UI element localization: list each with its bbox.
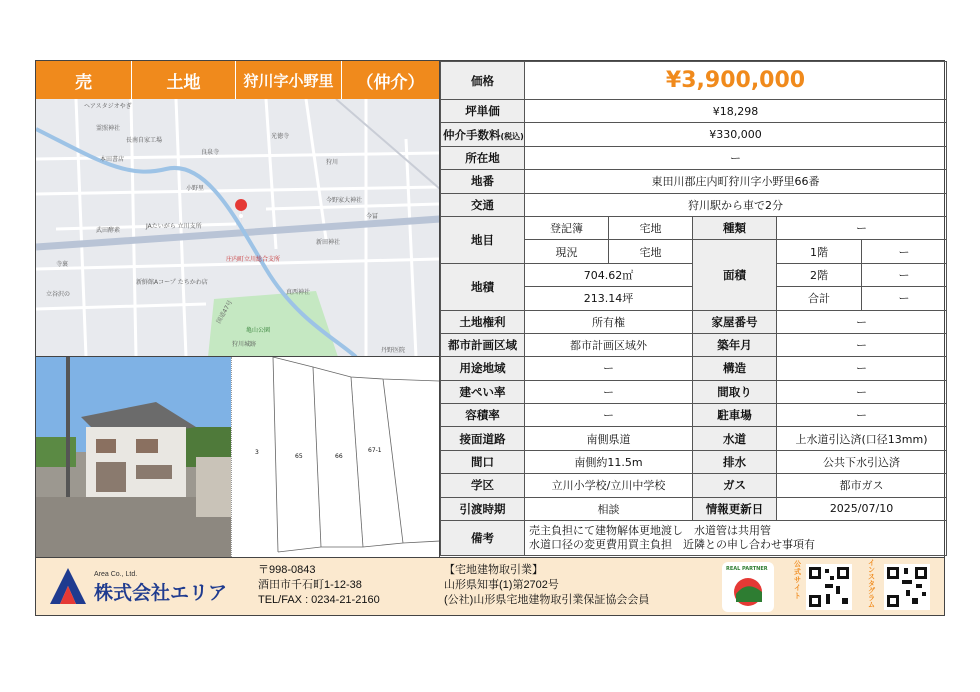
qr2-label: インスタグラム	[868, 559, 875, 609]
license-title: 【宅地建物取引業】	[444, 564, 543, 576]
company-address: 酒田市千石町1-12-38	[258, 579, 362, 591]
map-label: 狩川	[326, 159, 339, 166]
map-label: 霊照神社	[96, 125, 121, 132]
map-label: 丹野医院	[381, 347, 406, 354]
houseno-value: ー	[777, 310, 947, 333]
license-number: 山形県知事(1)第2702号	[444, 579, 559, 591]
built-value: ー	[777, 333, 947, 356]
total-value: ー	[862, 287, 947, 310]
company-en: Area Co., Ltd.	[94, 571, 138, 578]
remarks-value	[525, 521, 947, 556]
map-label: 真西神社	[286, 289, 311, 296]
updated-value: 2025/07/10	[777, 497, 947, 520]
frontage-label: 間口	[441, 450, 525, 473]
property-photo	[36, 357, 232, 557]
qr1-label: 公式サイト	[794, 560, 801, 600]
houseno-label: 家屋番号	[693, 310, 777, 333]
road-value: 南側県道	[525, 427, 693, 450]
map-label: 立谷沢の	[46, 291, 71, 298]
header-deal: （仲介）	[342, 61, 440, 99]
map-label: 良泉寺	[201, 149, 220, 156]
remarks-line: 水道口径の変更費用買主負担 近隣との申し合わせ事項有	[529, 538, 815, 552]
floor1-label: 1階	[777, 240, 862, 263]
address-label: 所在地	[441, 146, 525, 169]
partner-badge	[722, 562, 774, 612]
price-value: ¥3,900,000	[525, 62, 947, 100]
map-label: 新鮮館Aコープ たちかわ店	[136, 279, 208, 286]
chiseki-label: 地積	[441, 263, 525, 310]
partner-badge-text: REAL PARTNER	[726, 566, 768, 572]
fee-label-suffix: (税込)	[500, 131, 524, 141]
city-label: 都市計画区域	[441, 333, 525, 356]
use-label: 用途地域	[441, 357, 525, 380]
company-name: 株式会社エリア	[94, 583, 228, 604]
property-sheet	[35, 60, 945, 616]
remarks-line: 売主負担にて建物解体更地渡し 水道管は共用管	[529, 524, 771, 538]
gas-label: ガス	[693, 474, 777, 497]
gas-value: 都市ガス	[777, 474, 947, 497]
map-label: 庄内町立川総合支所	[226, 256, 281, 263]
remarks-label: 備考	[441, 521, 525, 556]
map-label: 狩川城跡	[232, 341, 257, 348]
lot-number: 65	[295, 453, 303, 460]
genkyo-label: 現況	[525, 240, 609, 263]
touki-value: 宅地	[609, 216, 693, 239]
kind-value: ー	[777, 216, 947, 239]
map-label: 本田書店	[100, 156, 125, 163]
kind-label: 種類	[693, 216, 777, 239]
road-label: 接面道路	[441, 427, 525, 450]
property-table	[440, 61, 947, 556]
access-value: 狩川駅から車で2分	[525, 193, 947, 216]
location-map[interactable]	[36, 99, 440, 357]
map-label: ヘアスタジオやぎ	[84, 103, 132, 110]
lot-number: 66	[335, 453, 343, 460]
map-label: 武田酵素	[96, 227, 121, 234]
floor2-value: ー	[862, 263, 947, 286]
map-label: 光徳寺	[271, 133, 290, 140]
handover-label: 引渡時期	[441, 497, 525, 520]
school-label: 学区	[441, 474, 525, 497]
far-label: 容積率	[441, 404, 525, 427]
tsubo-value: ¥18,298	[525, 100, 947, 123]
frontage-value: 南側約11.5m	[525, 450, 693, 473]
price-label: 価格	[441, 62, 525, 100]
map-label: 今冨	[366, 213, 379, 220]
layout-label: 間取り	[693, 380, 777, 403]
association: (公社)山形県宅地建物取引業保証協会会員	[444, 594, 650, 606]
chiseki-m2: 704.62㎡	[525, 263, 693, 286]
floor2-label: 2階	[777, 263, 862, 286]
header-location: 狩川字小野里	[236, 61, 342, 99]
qr-code-icon[interactable]	[806, 564, 852, 610]
lot-value: 東田川郡庄内町狩川字小野里66番	[525, 170, 947, 193]
struct-label: 構造	[693, 357, 777, 380]
parking-value: ー	[777, 404, 947, 427]
city-value: 都市計画区域外	[525, 333, 693, 356]
layout-value: ー	[777, 380, 947, 403]
parking-label: 駐車場	[693, 404, 777, 427]
right-label: 土地権利	[441, 310, 525, 333]
map-label: 今野家大神社	[326, 197, 363, 204]
qr-code-icon[interactable]	[884, 564, 930, 610]
water-label: 水道	[693, 427, 777, 450]
header-category: 土地	[132, 61, 236, 99]
map-label: 寺裏	[56, 261, 69, 268]
lot-number: 3	[255, 449, 259, 456]
area-label: 面積	[693, 240, 777, 310]
built-label: 築年月	[693, 333, 777, 356]
company-tel: TEL/FAX : 0234-21-2160	[258, 594, 380, 606]
postal-code: 〒998-0843	[258, 564, 316, 576]
fee-label	[441, 123, 525, 146]
address-value: ー	[525, 146, 947, 169]
tsubo-label: 坪単価	[441, 100, 525, 123]
map-label: 長南自家工場	[126, 137, 163, 144]
map-label: 新田神社	[316, 239, 341, 246]
map-label: 小野里	[186, 185, 205, 192]
area-logo-icon	[48, 566, 88, 606]
struct-value: ー	[777, 357, 947, 380]
fee-label-text: 仲介手数料	[443, 127, 501, 142]
map-label: 亀山公園	[246, 327, 271, 334]
map-route-label: 国道47号	[215, 299, 235, 325]
lot-number: 67-1	[368, 447, 382, 454]
map-label: JAたいがら 立川支所	[146, 223, 202, 230]
chiseki-tsubo: 213.14坪	[525, 287, 693, 310]
updated-label: 情報更新日	[693, 497, 777, 520]
floor1-value: ー	[862, 240, 947, 263]
touki-label: 登記簿	[525, 216, 609, 239]
drain-label: 排水	[693, 450, 777, 473]
use-value: ー	[525, 357, 693, 380]
far-value: ー	[525, 404, 693, 427]
fee-value: ¥330,000	[525, 123, 947, 146]
drain-value: 公共下水引込済	[777, 450, 947, 473]
company-footer	[36, 557, 944, 615]
house-photo-graphic	[36, 357, 232, 557]
bcr-value: ー	[525, 380, 693, 403]
chimoku-label: 地目	[441, 216, 525, 263]
total-label: 合計	[777, 287, 862, 310]
header-type: 売	[36, 61, 132, 99]
lot-diagram	[233, 357, 440, 557]
handover-value: 相談	[525, 497, 693, 520]
lot-label: 地番	[441, 170, 525, 193]
access-label: 交通	[441, 193, 525, 216]
school-value: 立川小学校/立川中学校	[525, 474, 693, 497]
genkyo-value: 宅地	[609, 240, 693, 263]
bcr-label: 建ぺい率	[441, 380, 525, 403]
right-value: 所有権	[525, 310, 693, 333]
water-value: 上水道引込済(口径13mm)	[777, 427, 947, 450]
